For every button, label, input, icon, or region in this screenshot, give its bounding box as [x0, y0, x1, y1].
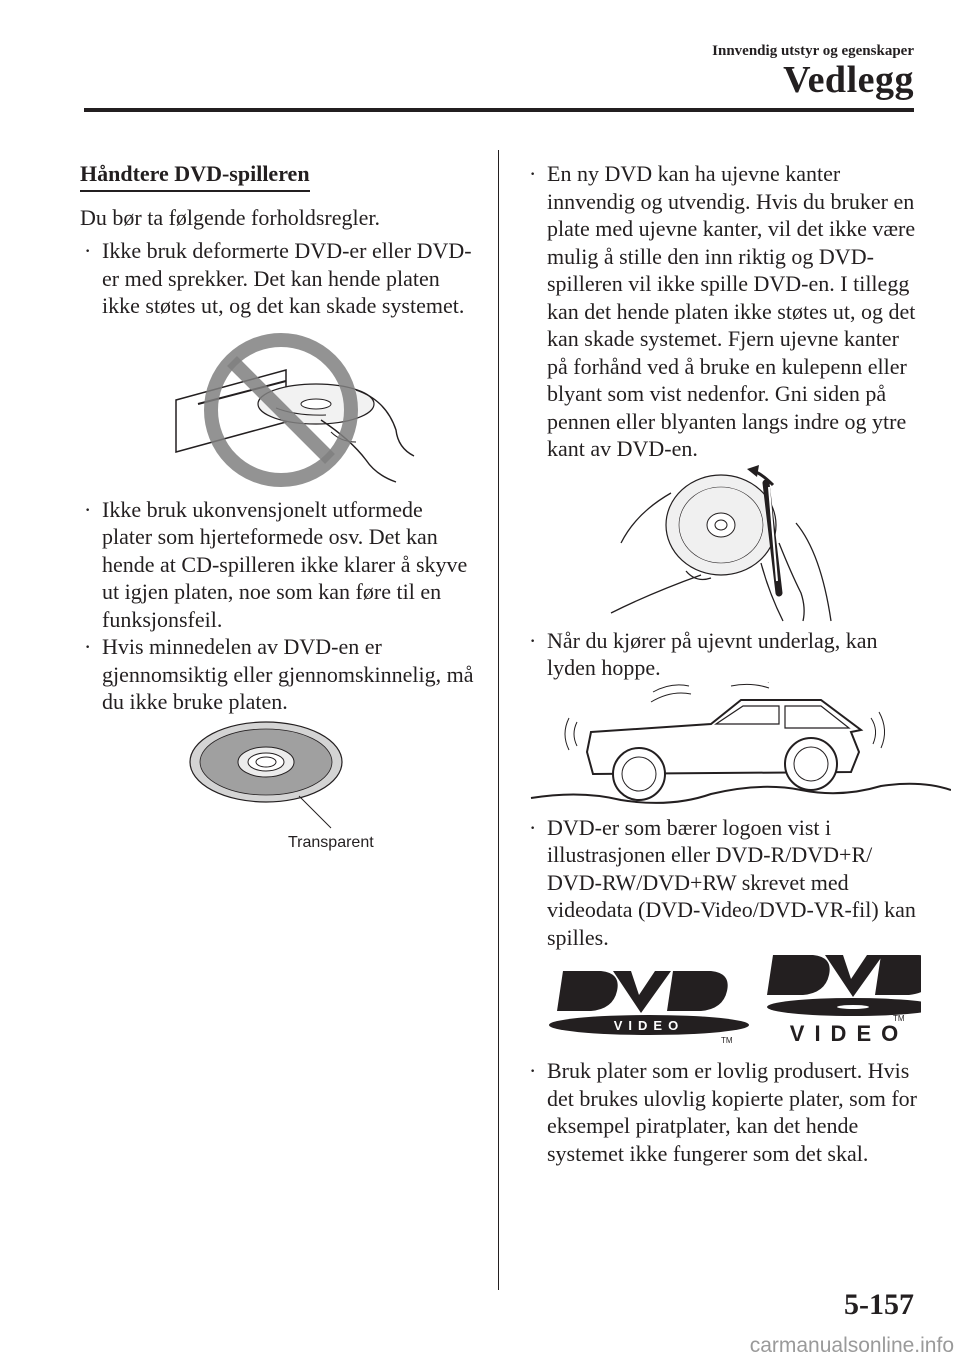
- column-divider: [498, 150, 499, 1290]
- logo1-video-text: VIDEO: [613, 1018, 685, 1033]
- bullet-transparent-discs: · Hvis minnedelen av DVD-en er gjennomsiktig eller gjennomskinnelig, må du ikke bruke platen.: [76, 633, 476, 716]
- car-rough-road-illustration: [521, 682, 951, 810]
- bullet-unconventional-discs: · Ikke bruk ukonvensjonelt utformede plater som hjerteformede osv. Det kan hende at CD-spilleren ikke klarer å skyve ut igjen platen, noe som kan føre til en funksjonsfeil.: [76, 496, 476, 634]
- bullet-rough-road: · Når du kjører på ujevnt underlag, kan lyden hoppe.: [521, 627, 921, 682]
- running-header-chapter: Vedlegg: [783, 59, 914, 101]
- dvd-video-logo-1: [549, 971, 749, 1045]
- header-rule: [84, 108, 914, 112]
- transparent-caption: Transparent: [288, 833, 374, 851]
- precaution-list-left-2: [76, 496, 476, 716]
- precaution-list-right: [521, 160, 921, 463]
- running-header-section: Innvendig utstyr og egenskaper: [712, 43, 914, 59]
- precaution-list-right-3: [521, 814, 921, 952]
- right-column: [521, 160, 921, 1167]
- bullet-dvd-logo: · DVD-er som bærer logoen vist i illustrasjonen eller DVD-R/DVD+R/ DVD-RW/DVD+RW skrevet med videodata (DVD-Video/DVD-VR-fil) kan spilles.: [521, 814, 921, 952]
- bullet-legal-discs: · Bruk plater som er lovlig produsert. Hvis det brukes ulovlig kopierte plater, som for eksempel piratplater, kan det hende systemet ikke fungerer som det skal.: [521, 1057, 921, 1167]
- logo1-tm: TM: [721, 1036, 733, 1045]
- precaution-list-left: [76, 237, 476, 320]
- precaution-list-right-2: [521, 627, 921, 682]
- precaution-list-right-4: [521, 1057, 921, 1167]
- remove-edges-illustration: [521, 463, 921, 623]
- transparent-disc-illustration: [76, 716, 476, 851]
- logo2-tm: TM: [893, 1014, 905, 1023]
- no-deformed-disc-illustration: [76, 320, 476, 490]
- dvd-video-logos: [521, 951, 921, 1047]
- dvd-video-logo-2: [767, 955, 921, 1046]
- intro-text: Du bør ta følgende forholdsregler.: [80, 204, 380, 230]
- bullet-deformed-discs: · Ikke bruk deformerte DVD-er eller DVD-er med sprekker. Det kan hende platen ikke støtes ut, og det kan skade systemet.: [76, 237, 476, 320]
- page-number: 5-157: [844, 1288, 914, 1321]
- left-column: [76, 160, 476, 851]
- bullet-uneven-edges: · En ny DVD kan ha ujevne kanter innvendig og utvendig. Hvis du bruker en plate med ujevne kanter, vil det ikke være mulig å stille den inn riktig og DVD-spilleren vil ikke spille DVD-en. I tillegg kan det hende platen ikke støtes ut, og det kan skade systemet. Fjern ujevne kanter på forhånd ved å bruke en kulepenn eller blyant som vist nedenfor. Gni siden på pennen eller blyanten langs indre og ytre kant av DVD-en.: [521, 160, 921, 463]
- watermark: carmanualsonline.info: [749, 1334, 954, 1357]
- logo2-video-text: VIDEO: [789, 1021, 909, 1046]
- section-heading: Håndtere DVD-spilleren: [80, 160, 310, 192]
